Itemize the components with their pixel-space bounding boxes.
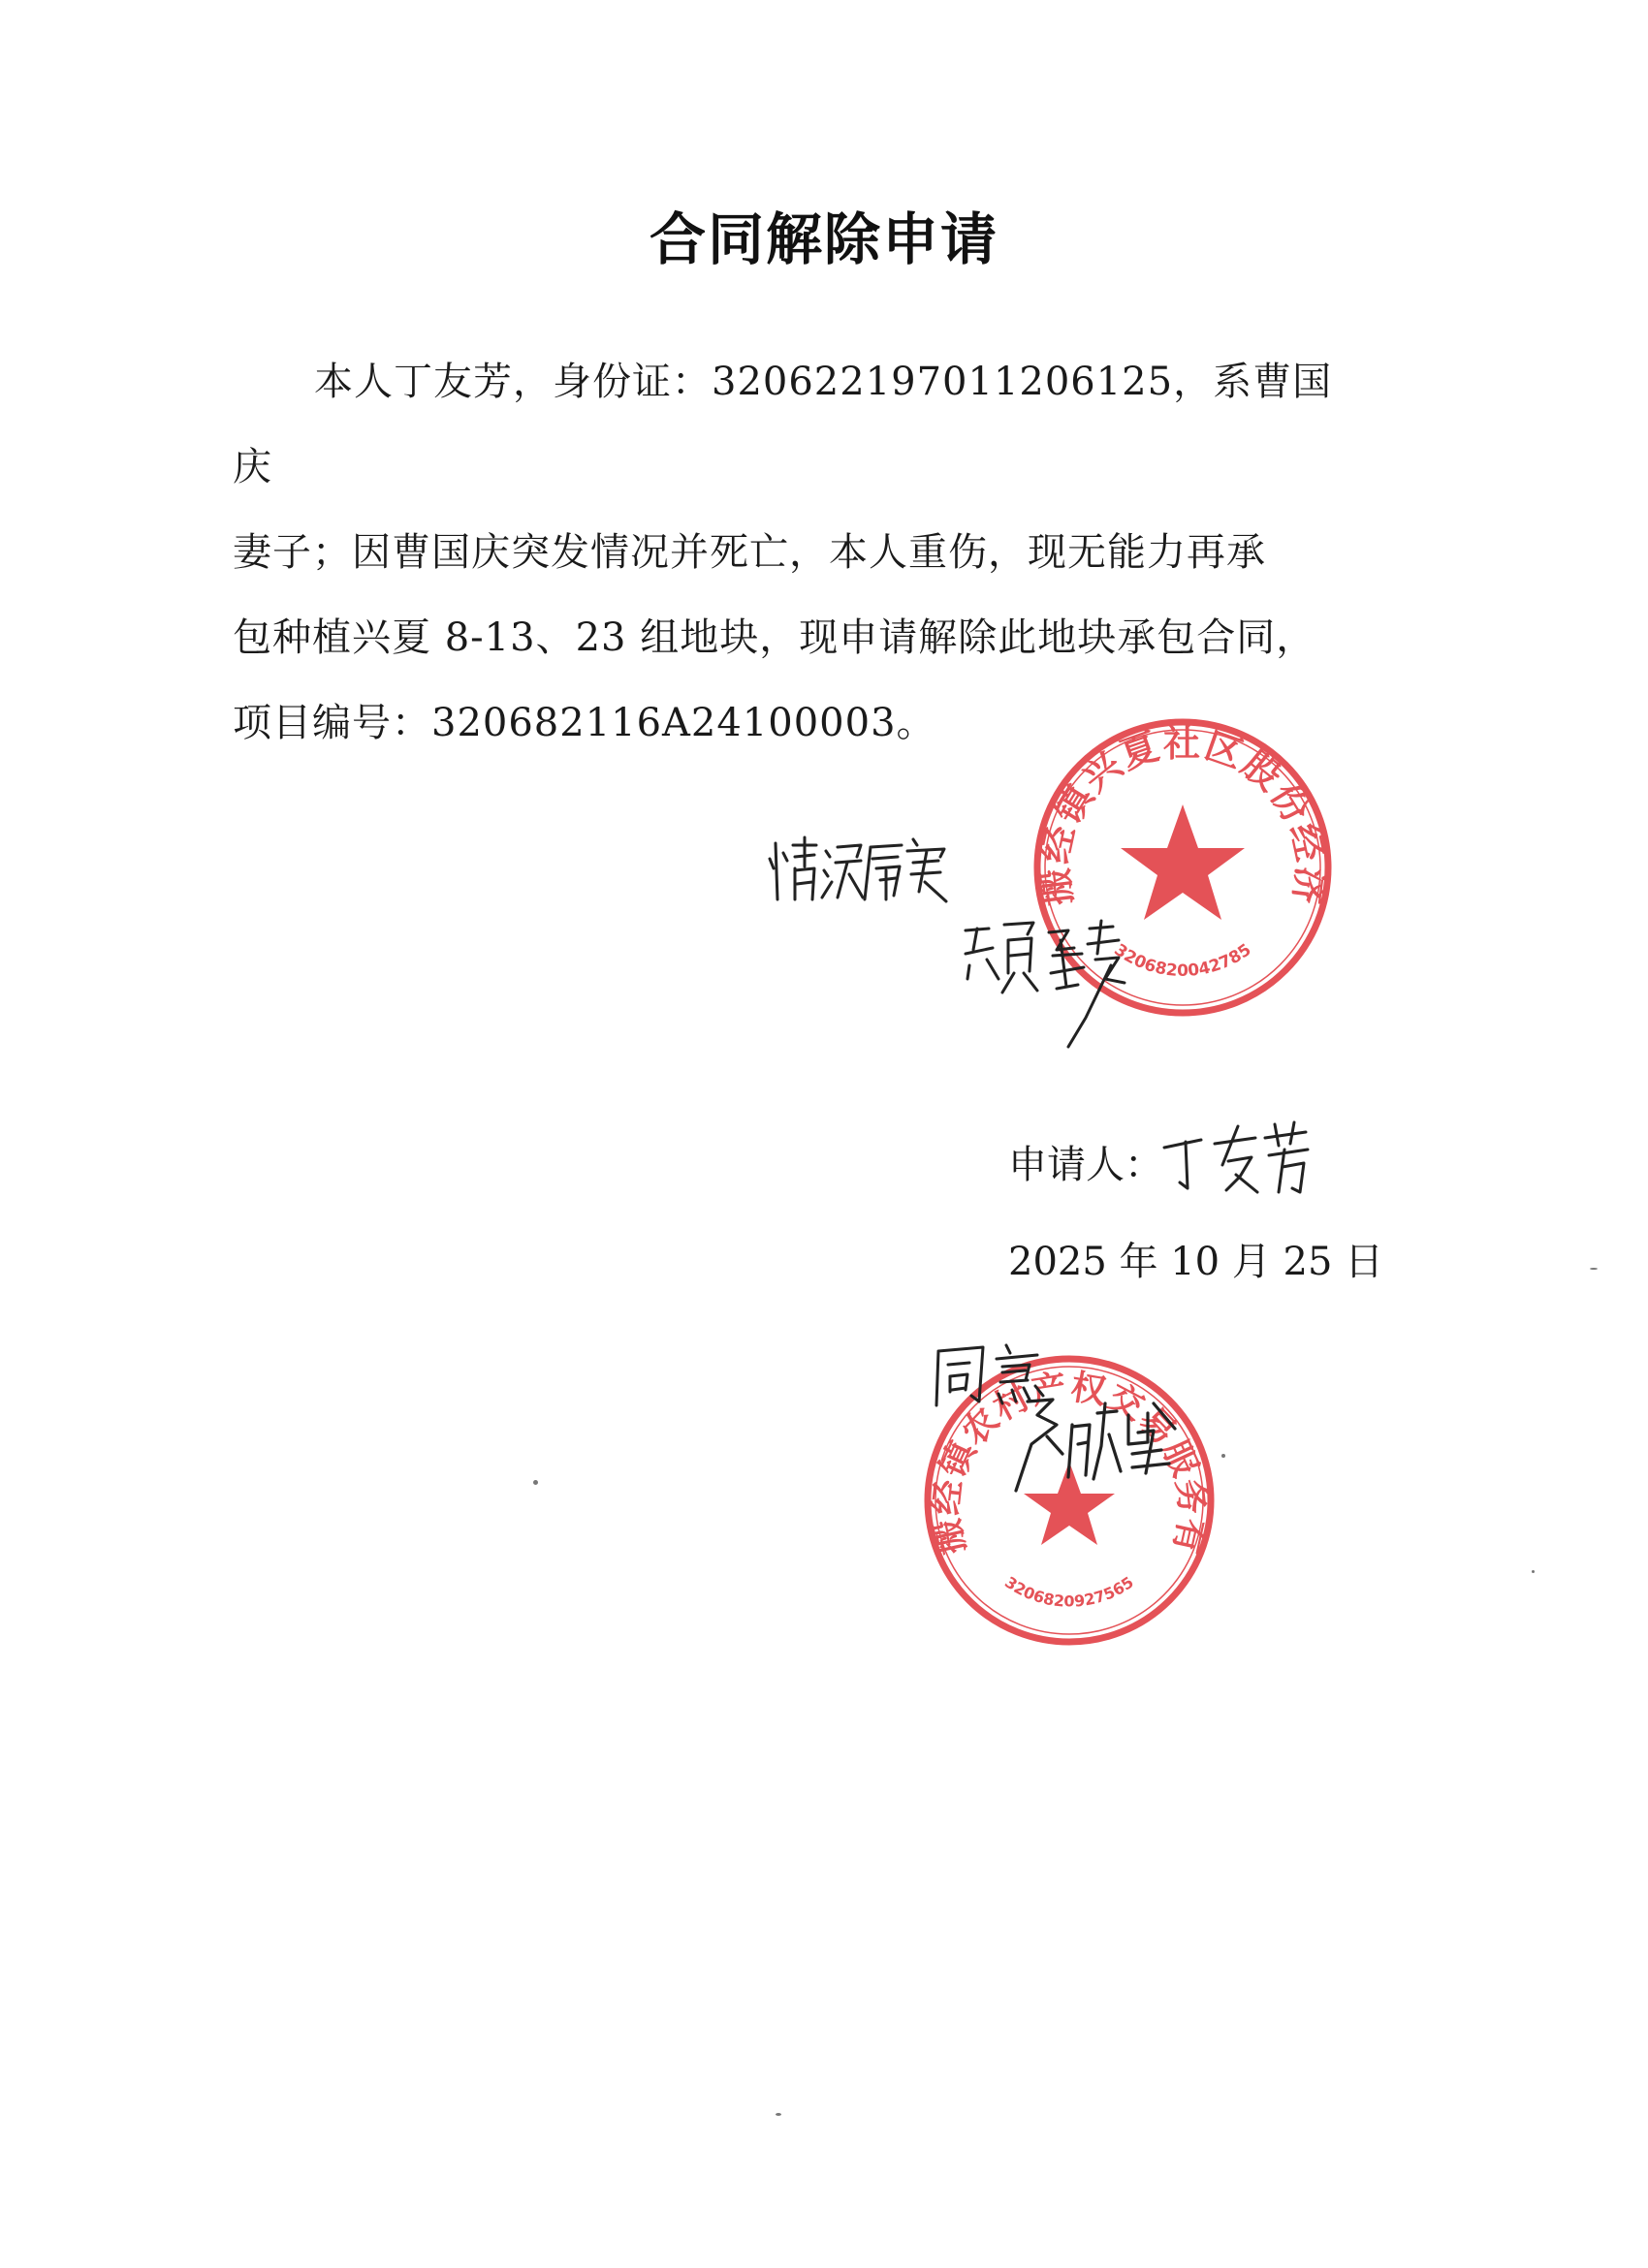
document-title: 合同解除申请 [649,206,998,272]
scan-speck [1532,1570,1535,1573]
body-line [233,510,1357,595]
handwritten-signature-approver [1008,1386,1183,1502]
svg-text:3206820042785: 3206820042785 [1110,940,1255,981]
application-date: 2025 年 10 月 25 日 [1008,1240,1384,1284]
scan-speck [1221,1454,1225,1458]
body-line [233,339,1357,510]
applicant-label: 申请人： [1008,1143,1163,1187]
scan-speck [533,1480,538,1485]
body-line-text: 妻子；因曹国庆突发情况并死亡，本人重伤，现无能力再承 [233,530,1266,575]
handwritten-signature-reviewer [960,911,1134,1056]
svg-text:如皋市搬经镇农村产权交易服务有限公司: 如皋市搬经镇农村产权交易服务有限公司 [901,1319,1213,1559]
svg-text:如皋市搬经镇兴夏社区股份经济合作社: 如皋市搬经镇兴夏社区股份经济合作社 [1007,678,1333,908]
scan-speck [776,2113,781,2116]
body-line-text: 包种植兴夏 8-13、23 组地块，现申请解除此地块承包合同， [233,615,1316,660]
body-line-text: 项目编号：320682116A24100003。 [233,701,936,745]
svg-text:3206820927565: 3206820927565 [1001,1572,1137,1611]
handwritten-note-verified [766,824,960,911]
body-line-text: 本人丁友芳，身份证：320622197011206125，系曹国庆 [233,360,1333,489]
applicant-line [1008,1134,1163,1189]
body-line [233,595,1357,680]
document-body [233,339,1357,766]
applicant-signature [1158,1115,1323,1202]
scan-speck [1590,1268,1598,1270]
